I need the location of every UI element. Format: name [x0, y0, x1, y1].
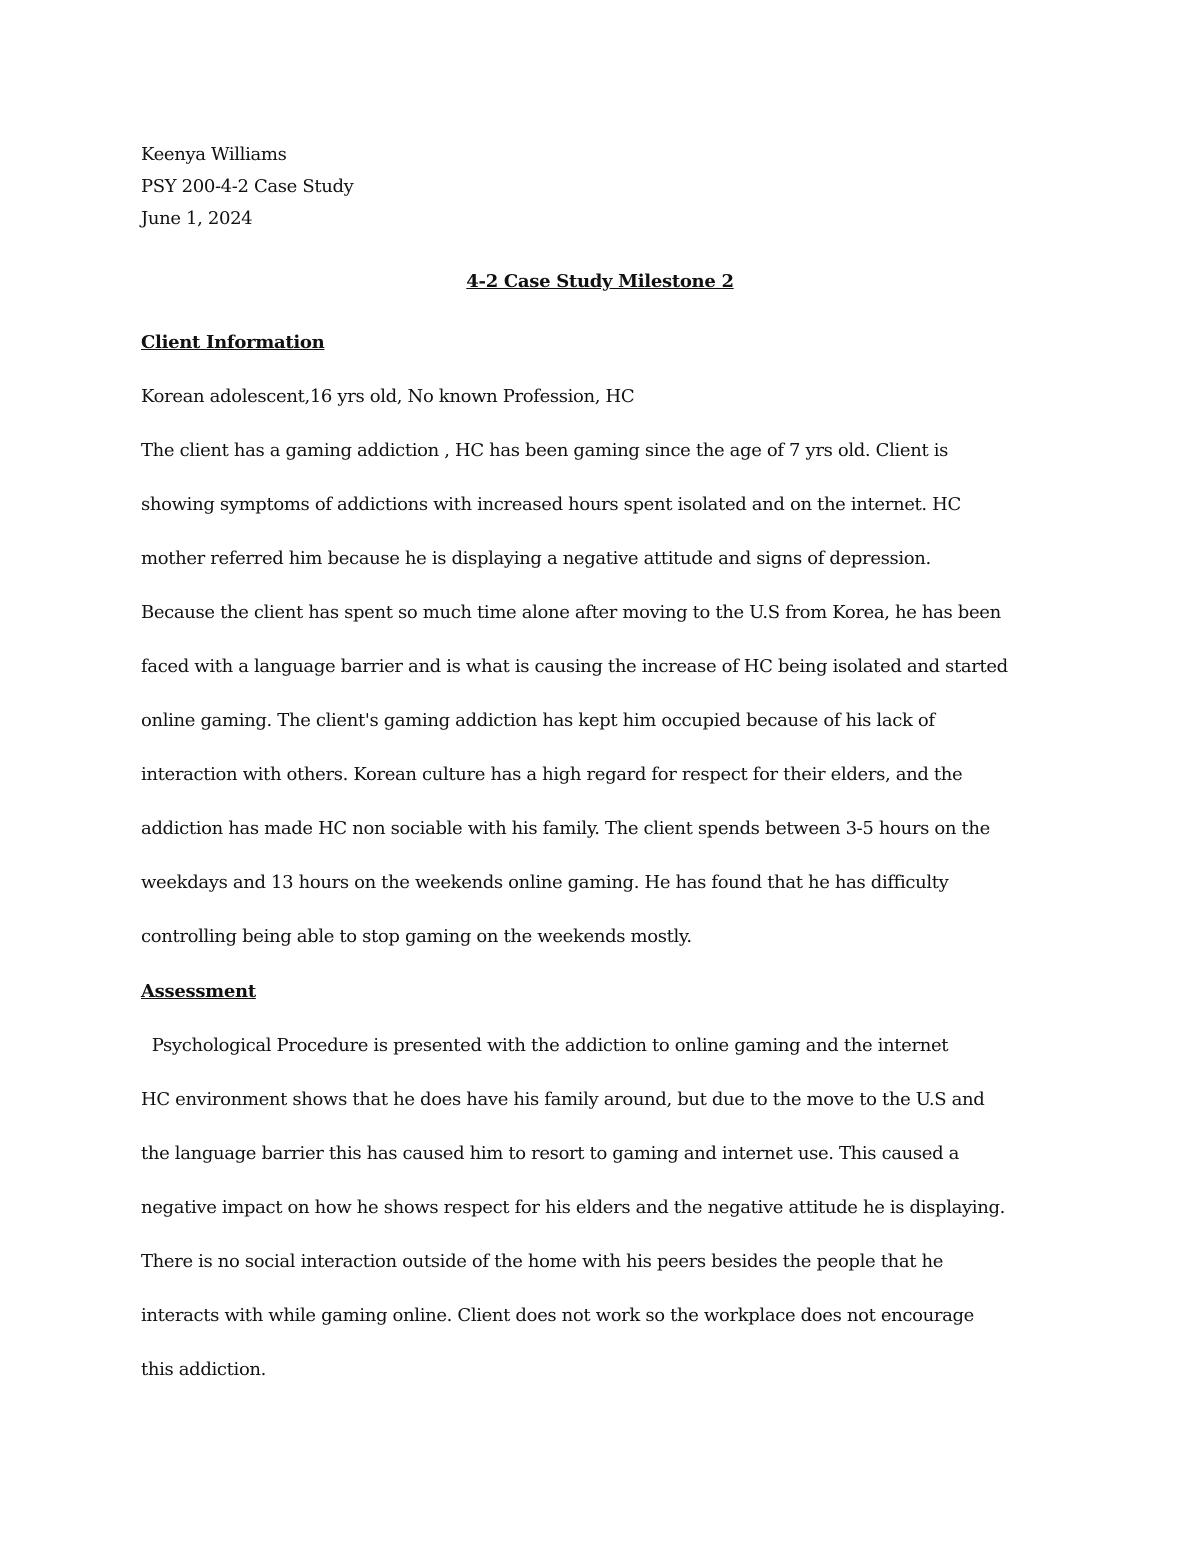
client-paragraph-line: controlling being able to stop gaming on the weekends mostly. — [141, 926, 692, 947]
client-paragraph-line: interaction with others. Korean culture has a high regard for respect for their elders, and the — [141, 764, 963, 785]
assessment-paragraph-line: interacts with while gaming online. Client does not work so the workplace does not encourage — [141, 1305, 974, 1326]
client-paragraph-line: faced with a language barrier and is what is causing the increase of HC being isolated and started — [141, 656, 1008, 677]
client-summary: Korean adolescent,16 yrs old, No known Profession, HC — [141, 386, 635, 407]
assessment-paragraph-line: the language barrier this has caused him to resort to gaming and internet use. This caused a — [141, 1143, 960, 1164]
client-paragraph-line: mother referred him because he is displaying a negative attitude and signs of depression. — [141, 548, 931, 569]
assessment-paragraph-line: negative impact on how he shows respect for his elders and the negative attitude he is displaying. — [141, 1197, 1005, 1218]
assessment-paragraph-line: Psychological Procedure is presented with the addiction to online gaming and the internet — [141, 1035, 949, 1056]
assessment-paragraph-line: HC environment shows that he does have his family around, but due to the move to the U.S and — [141, 1089, 985, 1110]
course-name: PSY 200-4-2 Case Study — [141, 176, 354, 197]
client-paragraph-line: weekdays and 13 hours on the weekends online gaming. He has found that he has difficulty — [141, 872, 949, 893]
client-paragraph-line: The client has a gaming addiction , HC has been gaming since the age of 7 yrs old. Client is — [141, 440, 948, 461]
document-title: 4-2 Case Study Milestone 2 — [466, 271, 734, 292]
client-paragraph-line: online gaming. The client's gaming addiction has kept him occupied because of his lack of — [141, 710, 935, 731]
client-information-heading: Client Information — [141, 332, 325, 353]
assessment-paragraph-line: There is no social interaction outside of the home with his peers besides the people that he — [141, 1251, 943, 1272]
document-date: June 1, 2024 — [141, 208, 253, 229]
client-paragraph-line: showing symptoms of addictions with increased hours spent isolated and on the internet. HC — [141, 494, 961, 515]
client-paragraph-line: Because the client has spent so much time alone after moving to the U.S from Korea, he has been — [141, 602, 1001, 623]
assessment-paragraph-line: this addiction. — [141, 1359, 267, 1380]
assessment-heading: Assessment — [141, 981, 256, 1002]
client-paragraph-line: addiction has made HC non sociable with his family. The client spends between 3-5 hours on the — [141, 818, 990, 839]
author-name: Keenya Williams — [141, 144, 287, 165]
